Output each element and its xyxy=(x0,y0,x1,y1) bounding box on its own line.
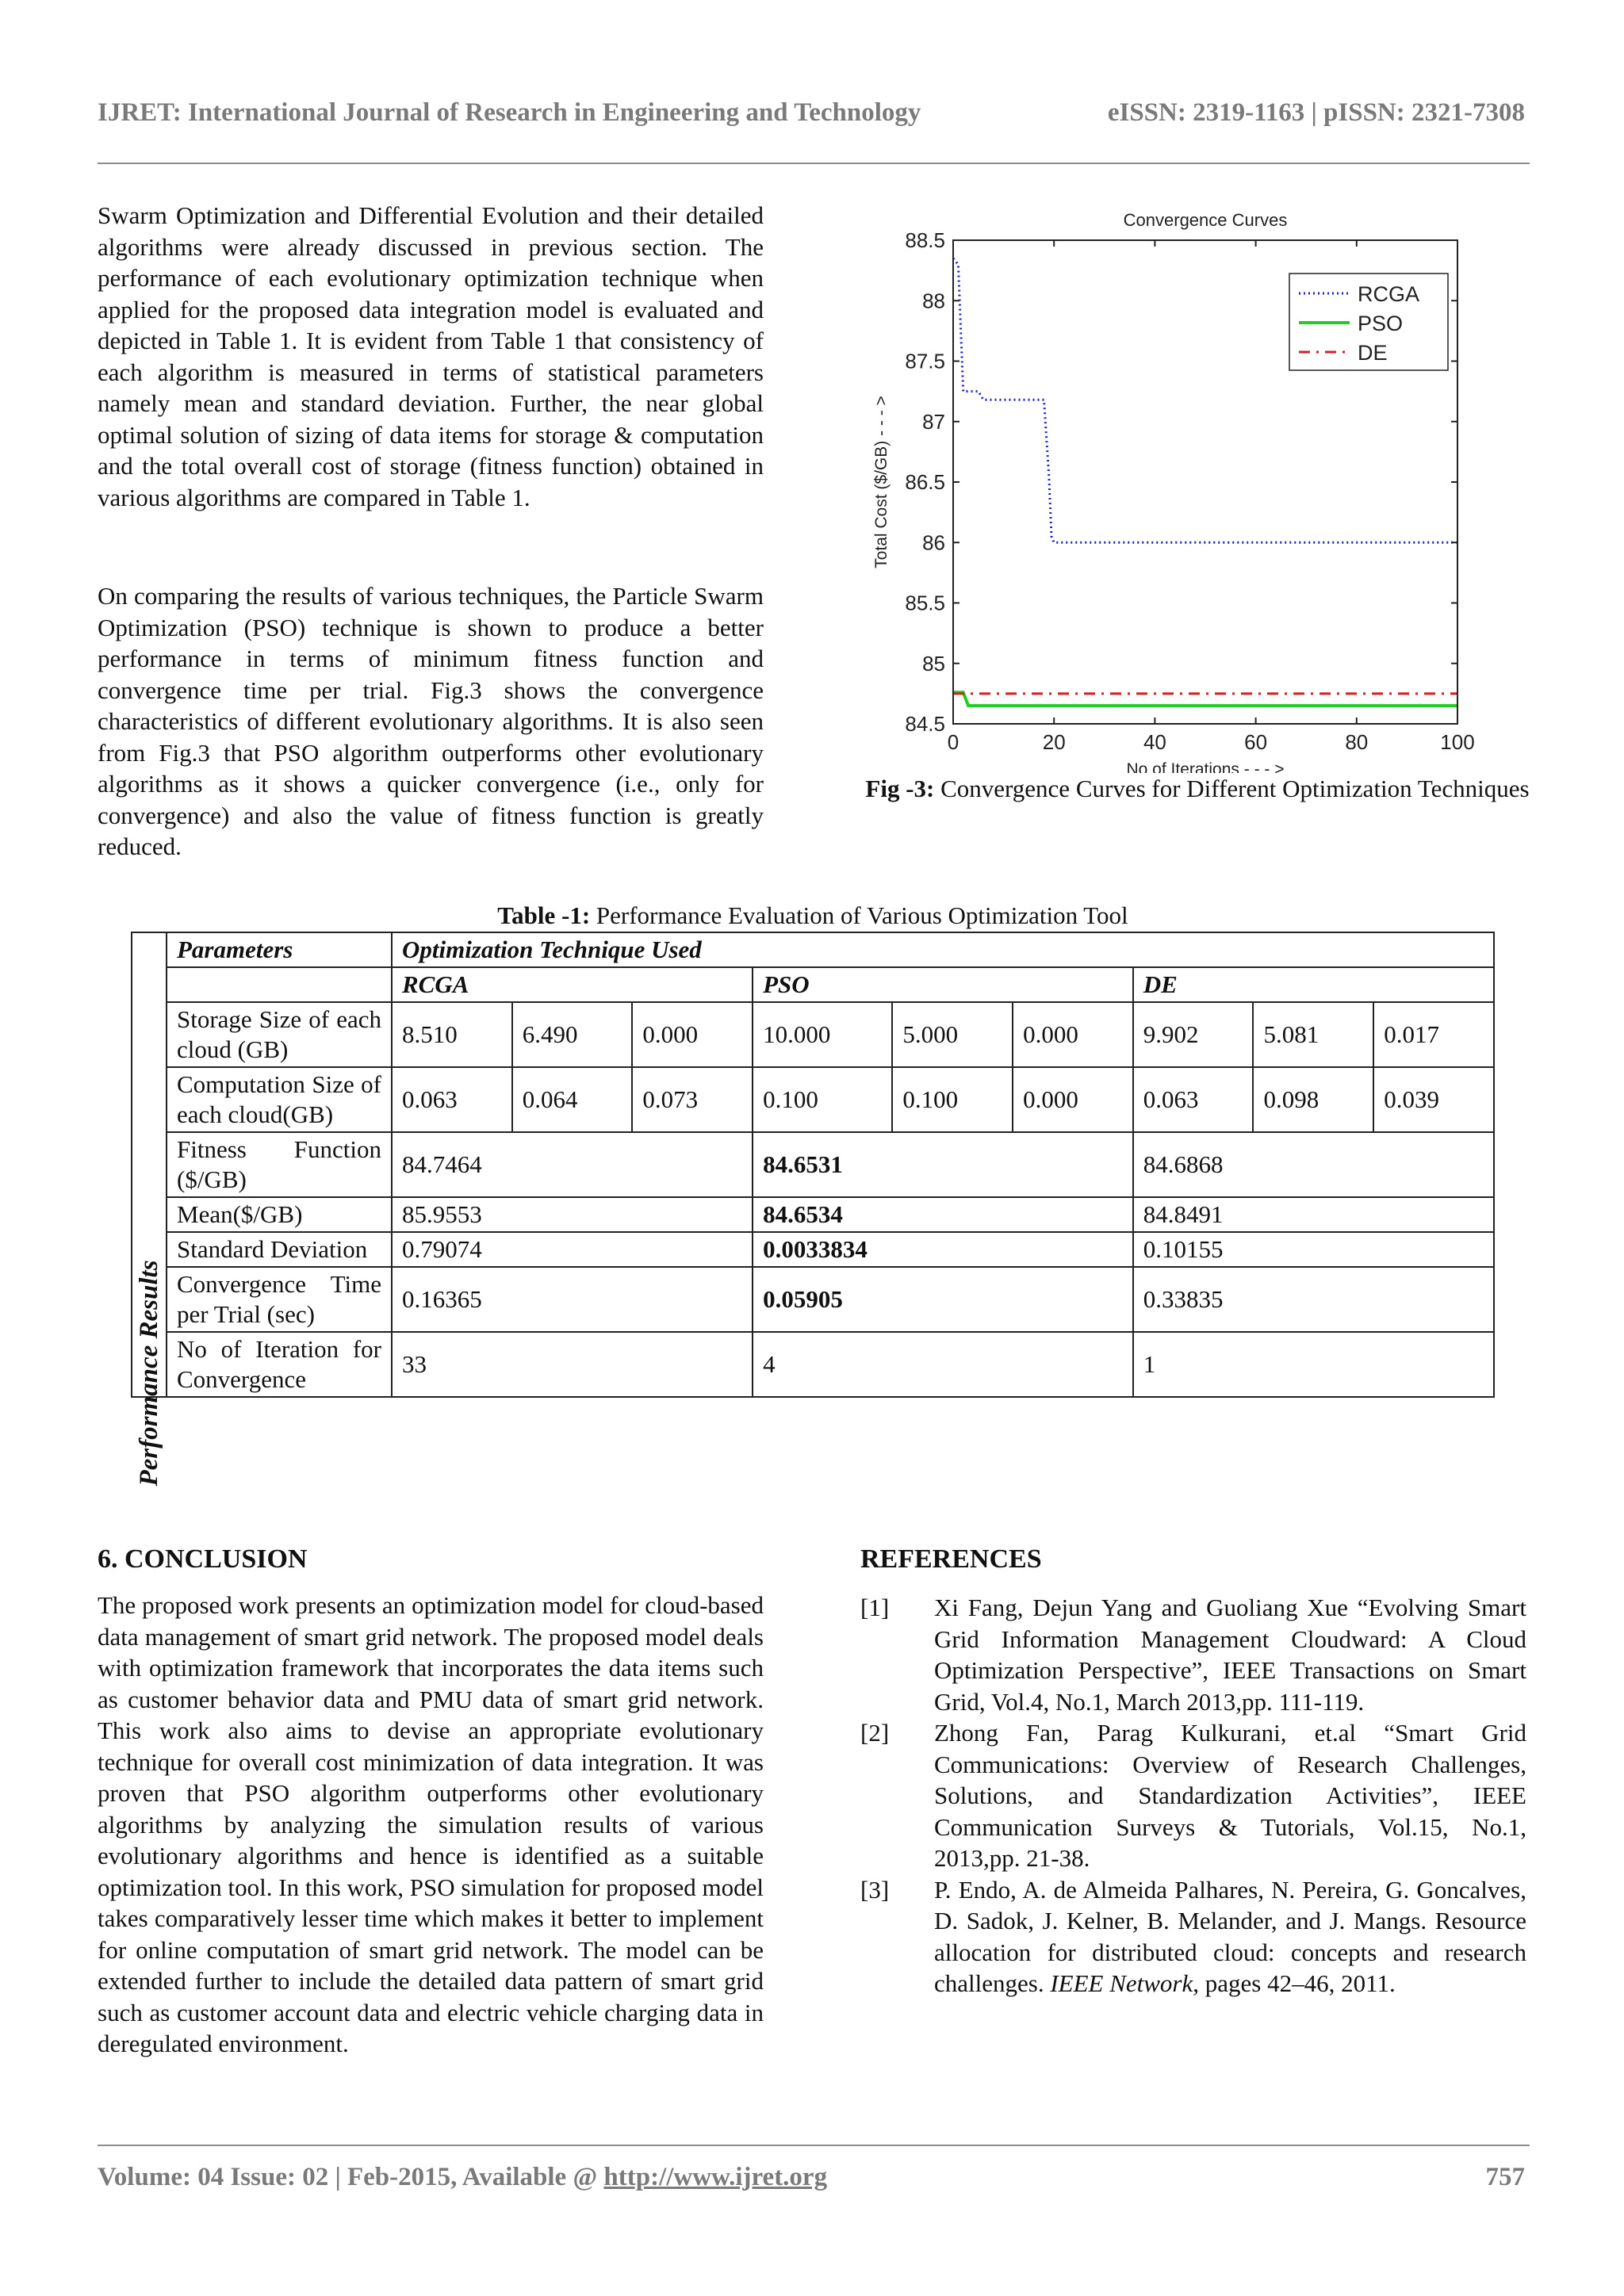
x-tick-label: 100 xyxy=(1440,730,1475,754)
footer-volume: Volume: 04 Issue: 02 | Feb-2015, Available @ xyxy=(98,2163,604,2191)
row-label: Mean($/GB) xyxy=(167,1197,392,1232)
y-tick-label: 88 xyxy=(922,289,945,313)
x-tick-label: 0 xyxy=(947,730,959,754)
table-cell: 0.000 xyxy=(1013,1002,1133,1067)
table-cell: 1 xyxy=(1133,1332,1494,1397)
table-cell: 84.6531 xyxy=(753,1132,1133,1197)
reference-item xyxy=(860,1874,1526,1999)
row-label: Fitness Function ($/GB) xyxy=(167,1132,392,1197)
table-caption-text: Performance Evaluation of Various Optimization Tool xyxy=(590,901,1128,929)
running-header xyxy=(98,98,1525,138)
table-cell: 0.16365 xyxy=(392,1267,753,1332)
table-row xyxy=(132,1332,1494,1397)
y-tick-label: 85 xyxy=(922,651,945,675)
journal-link[interactable]: http://www.ijret.org xyxy=(603,2163,828,2191)
row-label: Standard Deviation xyxy=(167,1232,392,1267)
table-cell: 33 xyxy=(392,1332,753,1397)
table-row xyxy=(132,1232,1494,1267)
table-row xyxy=(132,1132,1494,1197)
table-cell: 8.510 xyxy=(392,1002,512,1067)
conclusion-heading: 6. CONCLUSION xyxy=(98,1544,308,1574)
table-cell: 5.081 xyxy=(1253,1002,1373,1067)
legend-label-rcga: RCGA xyxy=(1358,282,1420,306)
table-cell: 0.039 xyxy=(1373,1067,1494,1132)
table-cell: 84.7464 xyxy=(392,1132,753,1197)
table-cell: 4 xyxy=(753,1332,1133,1397)
y-tick-label: 88.5 xyxy=(905,228,945,252)
algo-de: DE xyxy=(1133,967,1494,1002)
empty-cell xyxy=(167,967,392,1002)
y-axis-label: Total Cost ($/GB) - - - > xyxy=(872,396,891,568)
algo-rcga: RCGA xyxy=(392,967,753,1002)
journal-title: IJRET: International Journal of Research in Engineering and Technology xyxy=(98,98,921,127)
page-number: 757 xyxy=(1485,2163,1525,2191)
reference-number: [3] xyxy=(860,1875,890,1904)
table-cell: 0.05905 xyxy=(753,1267,1133,1332)
x-tick-label: 60 xyxy=(1244,730,1268,754)
running-footer xyxy=(98,2163,1525,2192)
x-tick-label: 20 xyxy=(1042,730,1066,754)
reference-body: P. Endo, A. de Almeida Palhares, N. Pereira, G. Goncalves, D. Sadok, J. Kelner, B. Melander, and J. Mangs. Resource allocation for distributed cloud: concepts and research challenges. xyxy=(934,1875,1526,1997)
table-cell: 0.79074 xyxy=(392,1232,753,1267)
reference-number: [1] xyxy=(860,1594,890,1621)
table-caption xyxy=(131,901,1495,930)
side-label-cell xyxy=(132,932,167,1487)
table-cell: 0.100 xyxy=(892,1067,1013,1132)
reference-item xyxy=(860,1717,1526,1874)
header-parameters: Parameters xyxy=(167,932,392,967)
table-cell: 0.063 xyxy=(1133,1067,1254,1132)
reference-journal: IEEE Network xyxy=(1050,1969,1193,1997)
table-cell: 10.000 xyxy=(753,1002,892,1067)
table-row xyxy=(132,967,1494,1002)
reference-body: Xi Fang, Dejun Yang and Guoliang Xue “Evolving Smart Grid Information Management Cloudward: A Cloud Optimization Perspective”, IEEE Transactions on Smart Grid, Vol.4, No.1, March 2013,pp. 111-119. xyxy=(934,1594,1526,1716)
table-cell: 0.098 xyxy=(1253,1067,1373,1132)
reference-text xyxy=(934,1717,1526,1874)
reference-tail: , pages 42–46, 2011. xyxy=(1193,1969,1396,1997)
table-row xyxy=(132,1002,1494,1067)
x-tick-label: 40 xyxy=(1143,730,1166,754)
table-row xyxy=(132,1067,1494,1132)
legend-label-pso: PSO xyxy=(1358,312,1404,335)
body-paragraph-2: On comparing the results of various techniques, the Particle Swarm Optimization (PSO) technique is shown to produce a better performance in terms of minimum fitness function and convergence time per trial. Fig.3 shows the convergence characteristics of different evolutionary algorithms. It is also seen from Fig.3 that PSO algorithm outperforms other evolutionary algorithms as it shows a quicker convergence (i.e., only for convergence) and also the value of fitness function is greatly reduced. xyxy=(98,582,764,860)
table-cell: 5.000 xyxy=(892,1002,1013,1067)
table-row xyxy=(132,932,1494,967)
reference-number: [2] xyxy=(860,1719,890,1747)
table-cell: 0.0033834 xyxy=(753,1232,1133,1267)
table-row xyxy=(132,1197,1494,1232)
y-tick-label: 85.5 xyxy=(905,591,945,615)
x-axis-label: No of Iterations - - - > xyxy=(1126,760,1285,773)
reference-body: Zhong Fan, Parag Kulkurani, et.al “Smart Grid Communications: Overview of Research Challenges, Solutions, and Standardization Activities”, IEEE Communication Surveys & Tutorials, Vol.15, No.1, 2013,pp. 21-38. xyxy=(934,1719,1526,1872)
performance-table xyxy=(131,932,1495,1487)
header-technique: Optimization Technique Used xyxy=(392,932,1494,967)
conclusion-paragraph: The proposed work presents an optimization model for cloud-based data management of smart grid network. The proposed model deals with optimization framework that incorporates the data items such as customer behavior data and PMU data of smart grid network. This work also aims to devise an appropriate evolutionary technique for overall cost minimization of data integration. It was proven that PSO algorithm outperforms other evolutionary algorithms by analyzing the simulation results of various evolutionary algorithms and hence is identified as a suitable optimization tool. In this work, PSO simulation for proposed model takes comparatively lesser time which makes it better to implement for online computation of smart grid network. The model can be extended further to include the detailed data pattern of smart grid such as customer account data and electric vehicle charging data in deregulated environment. xyxy=(98,1591,764,2057)
table-cell: 0.017 xyxy=(1373,1002,1494,1067)
references-heading: REFERENCES xyxy=(860,1544,1042,1574)
chart-svg xyxy=(864,202,1483,773)
header-rule xyxy=(98,163,1530,164)
row-label: Computation Size of each cloud(GB) xyxy=(167,1067,392,1132)
figure-caption-label: Fig -3: xyxy=(865,775,935,802)
y-tick-label: 84.5 xyxy=(905,712,945,736)
table-row xyxy=(132,1267,1494,1332)
table-cell: 0.100 xyxy=(753,1067,892,1132)
table-cell: 85.9553 xyxy=(392,1197,753,1232)
table-cell: 84.6868 xyxy=(1133,1132,1494,1197)
figure-caption-text: Convergence Curves for Different Optimization Techniques xyxy=(934,775,1530,802)
table-cell: 9.902 xyxy=(1133,1002,1254,1067)
algo-pso: PSO xyxy=(753,967,1133,1002)
legend-label-de: DE xyxy=(1358,341,1388,365)
table-cell: 0.000 xyxy=(632,1002,753,1067)
side-label: Performance Results xyxy=(135,1260,163,1487)
convergence-chart xyxy=(864,202,1483,773)
table-cell: 0.000 xyxy=(1013,1067,1133,1132)
issn-info: eISSN: 2319-1163 | pISSN: 2321-7308 xyxy=(1107,98,1525,127)
row-label: No of Iteration for Convergence xyxy=(167,1332,392,1397)
table-cell: 84.8491 xyxy=(1133,1197,1494,1232)
reference-item xyxy=(860,1592,1526,1717)
table-cell: 84.6534 xyxy=(753,1197,1133,1232)
y-tick-label: 87 xyxy=(922,409,945,434)
row-label: Convergence Time per Trial (sec) xyxy=(167,1267,392,1332)
references-list xyxy=(860,1592,1526,1999)
figure-caption xyxy=(856,773,1538,804)
footer-rule xyxy=(98,2145,1530,2146)
body-paragraph-1: Swarm Optimization and Differential Evolution and their detailed algorithms were already discussed in previous section. The performance of each evolutionary optimization technique when applied for the proposed data integration model is evaluated and depicted in Table 1. It is evident from Table 1 that consistency of each algorithm is measured in terms of statistical parameters namely mean and standard deviation. Further, the near global optimal solution of sizing of data items for storage & computation and the total overall cost of storage (fitness function) obtained in various algorithms are compared in Table 1. xyxy=(98,201,764,511)
y-tick-label: 86.5 xyxy=(905,470,945,494)
table-cell: 6.490 xyxy=(512,1002,633,1067)
row-label: Storage Size of each cloud (GB) xyxy=(167,1002,392,1067)
table-cell: 0.063 xyxy=(392,1067,512,1132)
table-cell: 0.10155 xyxy=(1133,1232,1494,1267)
x-tick-label: 80 xyxy=(1345,730,1369,754)
reference-text xyxy=(934,1874,1526,1999)
reference-text xyxy=(934,1592,1526,1717)
table-cell: 0.073 xyxy=(632,1067,753,1132)
chart-title: Convergence Curves xyxy=(1123,210,1288,230)
table-caption-label: Table -1: xyxy=(497,901,591,929)
y-tick-label: 86 xyxy=(922,530,945,555)
table-cell: 0.33835 xyxy=(1133,1267,1494,1332)
y-tick-label: 87.5 xyxy=(905,349,945,373)
table-cell: 0.064 xyxy=(512,1067,633,1132)
